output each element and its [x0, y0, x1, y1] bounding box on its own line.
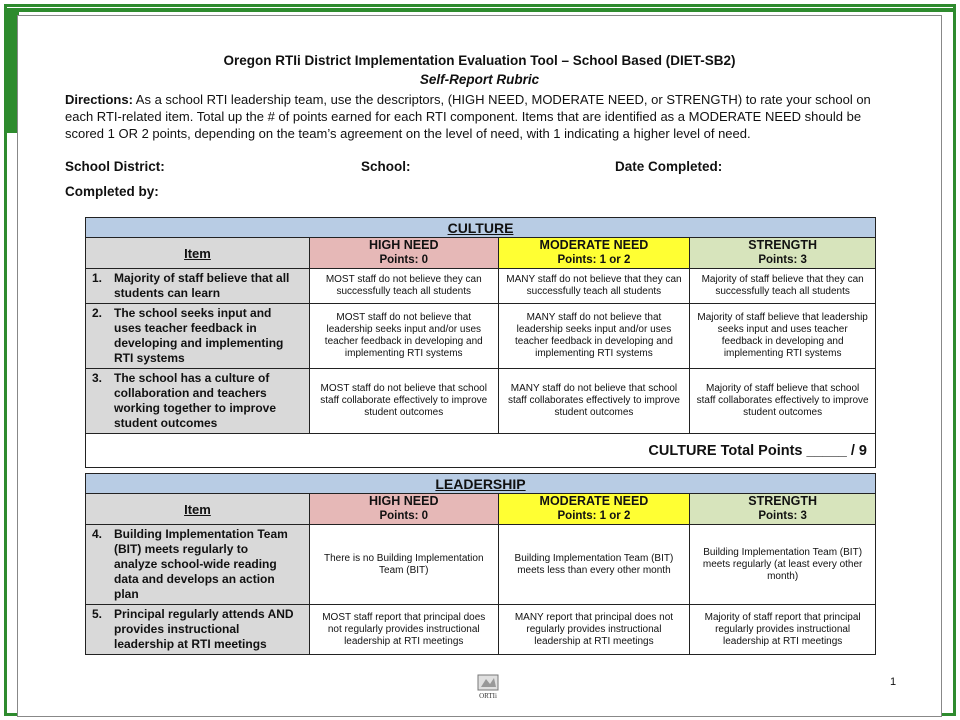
moderate-need-header — [498, 494, 690, 525]
item-number: 1. — [92, 271, 103, 285]
table-row — [86, 605, 876, 655]
page-number: 1 — [890, 676, 897, 688]
leadership-table — [85, 473, 876, 655]
item-text: Building Implementation Team (BIT) meets regularly to analyze school-wide reading data and develops an action plan — [114, 527, 288, 601]
item-cell — [86, 269, 310, 304]
completed-by-label: Completed by: — [65, 184, 159, 199]
table-row — [86, 525, 876, 605]
strength-cell: Building Implementation Team (BIT) meets regularly (at least every other month) — [690, 525, 876, 605]
strength-cell: Majority of staff believe that they can successfully teach all students — [690, 269, 876, 304]
document-subtitle: Self-Report Rubric — [419, 72, 540, 87]
strength-label: STRENGTH — [748, 494, 818, 508]
high-need-cell: MOST staff do not believe that school staff collaborate effectively to improve student outcomes — [309, 369, 498, 434]
culture-total-points: CULTURE Total Points _____ / 9 — [86, 434, 876, 468]
item-column-header: Item — [86, 238, 310, 269]
high-need-cell: MOST staff report that principal does not regularly provides instructional leadership at RTI meetings — [309, 605, 498, 655]
high-need-cell: MOST staff do not believe that leadership seeks input and/or uses teacher feedback in developing and implementing RTI systems — [309, 304, 498, 369]
high-need-label: HIGH NEED — [369, 494, 439, 508]
item-text: The school has a culture of collaboration and teachers working together to improve student outcomes — [114, 371, 277, 430]
item-text: Principal regularly attends AND provides instructional leadership at RTI meetings — [114, 607, 294, 651]
item-column-header: Item — [86, 494, 310, 525]
moderate-need-cell: MANY staff do not believe that school staff collaborates effectively to improve student outcomes — [498, 369, 690, 434]
moderate-need-label: MODERATE NEED — [539, 494, 649, 508]
school-label: School: — [361, 159, 411, 174]
moderate-need-cell: MANY staff do not believe that they can successfully teach all students — [498, 269, 690, 304]
strength-label: STRENGTH — [748, 238, 818, 252]
high-need-points: Points: 0 — [379, 510, 429, 522]
leadership-title: LEADERSHIP — [435, 475, 526, 492]
high-need-points: Points: 0 — [379, 254, 429, 266]
table-row — [86, 369, 876, 434]
strength-cell: Majority of staff report that principal regularly provides instructional leadership at RTI meetings — [690, 605, 876, 655]
item-text: The school seeks input and uses teacher feedback in developing and implementing RTI systems — [114, 306, 284, 365]
culture-table — [85, 217, 876, 468]
strength-points: Points: 3 — [758, 510, 807, 522]
high-need-cell: There is no Building Implementation Team (BIT) — [309, 525, 498, 605]
table-row — [86, 269, 876, 304]
item-number: 3. — [92, 371, 103, 385]
high-need-cell: MOST staff do not believe they can successfully teach all students — [309, 269, 498, 304]
item-cell — [86, 369, 310, 434]
strength-cell: Majority of staff believe that leadership seeks input and uses teacher feedback in developing and implementing RTI systems — [690, 304, 876, 369]
high-need-header — [309, 494, 498, 525]
moderate-need-points: Points: 1 or 2 — [557, 254, 631, 266]
directions-text: As a school RTI leadership team, use the descriptors, (HIGH NEED, MODERATE NEED, or STRENGTH) to rate your school on each RTI-related item. Total up the # of points earned for each RTI component. Items that are identified as a MODERATE NEED should be scored 1 OR 2 points, depending on the team’s agreement on the level of need, with 1 indicating a higher level of need. — [65, 92, 871, 141]
directions-label: Directions: — [65, 92, 133, 107]
item-number: 5. — [92, 607, 103, 621]
item-number: 4. — [92, 527, 103, 541]
item-cell — [86, 605, 310, 655]
leadership-section-header — [86, 474, 876, 494]
item-number: 2. — [92, 306, 103, 320]
ortii-logo — [472, 673, 504, 701]
moderate-need-label: MODERATE NEED — [539, 238, 649, 252]
school-district-label: School District: — [65, 159, 165, 174]
moderate-need-cell: MANY report that principal does not regularly provides instructional leadership at RTI meetings — [498, 605, 690, 655]
high-need-header — [309, 238, 498, 269]
strength-header — [690, 494, 876, 525]
culture-section-header — [86, 218, 876, 238]
high-need-label: HIGH NEED — [369, 238, 439, 252]
strength-points: Points: 3 — [758, 254, 807, 266]
moderate-need-cell: Building Implementation Team (BIT) meets less than every other month — [498, 525, 690, 605]
table-row — [86, 304, 876, 369]
item-text: Majority of staff believe that all students can learn — [114, 271, 290, 300]
document-page — [17, 15, 942, 717]
logo-text: ORTIi — [479, 692, 497, 700]
strength-header — [690, 238, 876, 269]
item-cell — [86, 525, 310, 605]
moderate-need-cell: MANY staff do not believe that leadership seeks input and/or uses teacher feedback in developing and implementing RTI systems — [498, 304, 690, 369]
moderate-need-header — [498, 238, 690, 269]
date-completed-label: Date Completed: — [615, 159, 723, 174]
item-cell — [86, 304, 310, 369]
document-title: Oregon RTIi District Implementation Evaluation Tool – School Based (DIET-SB2) — [223, 53, 736, 68]
moderate-need-points: Points: 1 or 2 — [557, 510, 631, 522]
strength-cell: Majority of staff believe that school staff collaborates effectively to improve student outcomes — [690, 369, 876, 434]
culture-title: CULTURE — [447, 219, 514, 236]
directions-paragraph — [65, 91, 895, 142]
